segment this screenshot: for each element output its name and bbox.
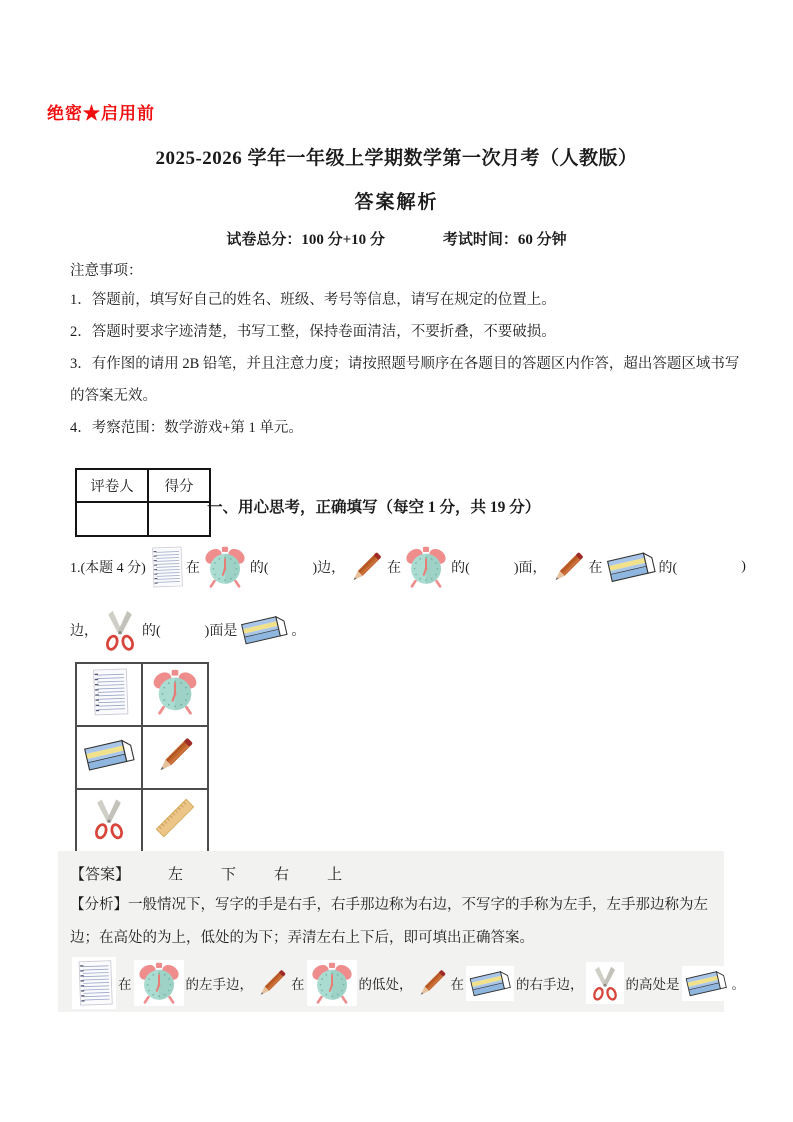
q1-seg: 在 (185, 561, 200, 576)
q1-seg: 边， (70, 624, 98, 639)
q1-seg: 在 (387, 561, 402, 576)
notice-item: 1．答题前，填写好自己的姓名、班级、考号等信息，请写在规定的位置上。 (70, 292, 556, 308)
scissors-icon (586, 962, 624, 1004)
analysis-illustration-line (70, 957, 745, 1009)
ruler-icon (152, 795, 198, 841)
pencil-icon (549, 547, 587, 587)
grid-cell (76, 789, 142, 852)
grid-cell (142, 789, 208, 852)
alarm-clock-icon (150, 668, 200, 716)
illustration-seg: 的左手边， (185, 977, 253, 992)
q1-seg: 的( (142, 624, 161, 639)
reviewer-header-cell: 评卷人 (76, 469, 148, 502)
question-1-line-2 (70, 608, 305, 652)
reviewer-blank-cell (76, 502, 148, 536)
notebook-icon (88, 667, 130, 717)
answer-line (70, 858, 712, 888)
analysis-text: 一般情况下，写字的手是右手，右手那边称为右边，不写字的手称为左手，左手那边称为左边；在高处的为上，低处的为下；弄清左右上下后，即可填出正确答案。 (70, 897, 708, 946)
q1-seg: 在 (588, 561, 603, 576)
grid-cell (142, 663, 208, 726)
question-1-picture-grid (75, 662, 209, 853)
illustration-seg: 在 (118, 977, 132, 992)
answer-label: 【答案】 (70, 866, 131, 883)
alarm-clock-icon (202, 545, 248, 589)
grid-cell (76, 663, 142, 726)
question-1-line-1 (70, 545, 746, 589)
analysis-label: 【分析】 (70, 897, 128, 913)
eraser-icon (82, 735, 136, 775)
notice-list (70, 284, 744, 444)
scissors-icon (100, 608, 140, 652)
score-total: 试卷总分：100 分+10 分 (226, 232, 385, 248)
illustration-seg: 在 (450, 977, 464, 992)
eraser-icon (605, 548, 657, 586)
illustration-seg: 的右手边， (516, 977, 584, 992)
q1-seg: 的( (658, 561, 678, 576)
pencil-icon (415, 965, 449, 1001)
exam-time: 考试时间：60 分钟 (442, 232, 567, 248)
pencil-icon (153, 733, 197, 777)
score-header-cell: 得分 (148, 469, 210, 502)
notebook-icon (148, 545, 184, 589)
illustration-seg: 的低处， (358, 977, 413, 992)
notice-item: 4．考察范围：数学游戏+第 1 单元。 (70, 420, 303, 436)
pencil-icon (347, 547, 385, 587)
alarm-clock-icon (307, 960, 357, 1006)
q1-seg: ) (741, 559, 746, 574)
scissors-icon (89, 796, 129, 841)
score-time-line (0, 228, 793, 249)
q1-seg: )面是 (204, 624, 238, 639)
q1-seg: )面， (513, 561, 547, 576)
eraser-icon (682, 966, 730, 1001)
answer-value: 下 (221, 866, 237, 883)
illustration-seg: 的高处是 (625, 977, 680, 992)
answer-key-subtitle: 答案解析 (354, 192, 439, 213)
eraser-icon (239, 612, 289, 648)
grid-cell (76, 726, 142, 789)
answer-value: 左 (168, 866, 184, 883)
q1-seg: 的( (451, 561, 470, 576)
alarm-clock-icon (403, 545, 449, 589)
notebook-icon (72, 957, 116, 1009)
section-one-heading: 一、用心思考，正确填写（每空 1 分，共 19 分） (207, 499, 541, 516)
pencil-icon (255, 965, 289, 1001)
analysis-paragraph (70, 889, 712, 955)
alarm-clock-icon (134, 960, 184, 1006)
classified-label: 绝密★启用前 (47, 104, 155, 123)
score-blank-cell (148, 502, 210, 536)
question-number: 1.(本题 4 分) (70, 561, 146, 576)
notice-heading: 注意事项： (70, 263, 143, 279)
eraser-icon (466, 966, 514, 1001)
answer-value: 右 (274, 866, 290, 883)
notice-item: 2．答题时要求字迹清楚，书写工整，保持卷面清洁，不要折叠，不要破损。 (70, 324, 556, 340)
illustration-seg: 在 (291, 977, 305, 992)
grid-cell (142, 726, 208, 789)
answer-value: 上 (327, 866, 343, 883)
illustration-seg: 。 (731, 977, 745, 992)
q1-seg: )边， (312, 561, 346, 576)
q1-seg: 。 (291, 624, 306, 639)
notice-item: 3．有作图的请用 2B 铅笔，并且注意力度；请按照题号顺序在各题目的答题区内作答，超出答题区域书写的答案无效。 (70, 356, 740, 404)
answer-analysis-block (58, 851, 745, 1012)
q1-seg: 的( (249, 561, 269, 576)
grading-table (75, 468, 211, 537)
exam-title: 2025-2026 学年一年级上学期数学第一次月考（人教版） (155, 148, 638, 169)
